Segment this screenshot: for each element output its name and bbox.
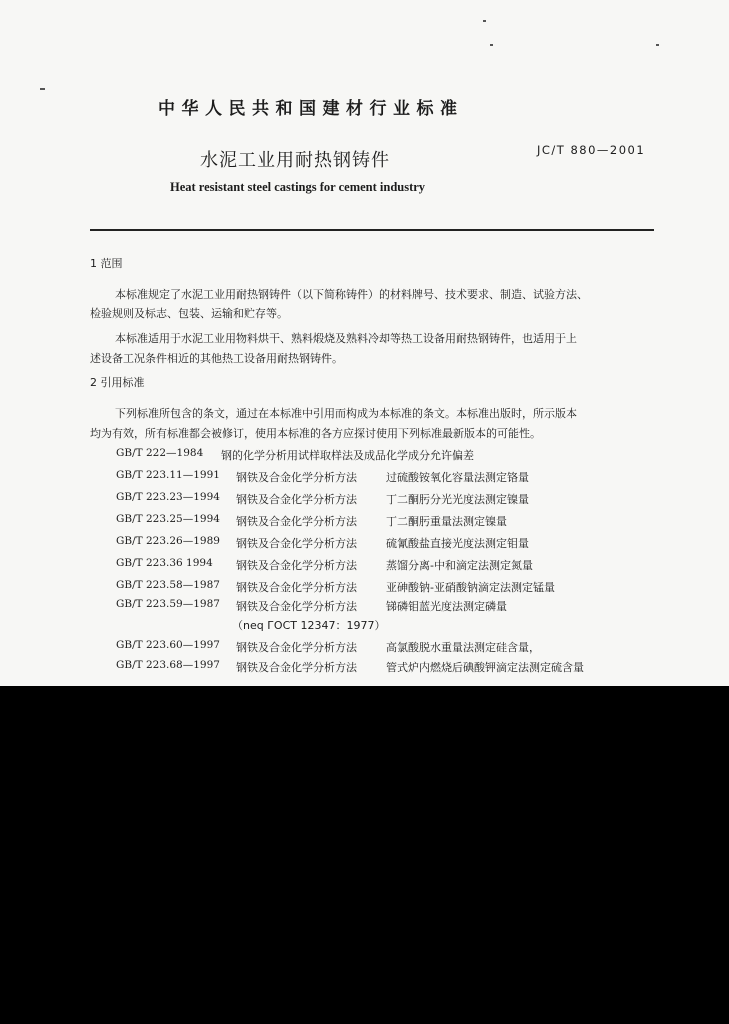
standard-title-cn: 水泥工业用耐热钢铸件 [200,150,390,171]
paragraph-line: 本标准规定了水泥工业用耐热钢铸件（以下简称铸件）的材料牌号、技术要求、制造、试验方法、 [115,288,588,301]
paragraph-line: 述设备工况条件相近的其他热工设备用耐热钢铸件。 [90,352,343,365]
unscanned-black-area [0,686,729,1024]
scan-speck [40,88,45,90]
reference-code: GB/T 223.60—1997 [116,639,220,651]
reference-code: GB/T 223.11—1991 [116,469,220,481]
reference-title: 钢铁及合金化学分析方法 [236,559,357,572]
header-divider [90,229,654,231]
scan-speck [490,44,493,46]
reference-equivalence-note: （neq ГОСТ 12347：1977） [232,619,386,632]
reference-title: 钢铁及合金化学分析方法 [236,515,357,528]
reference-method: 蒸馏分离-中和滴定法测定氮量 [386,559,533,572]
paragraph-line: 检验规则及标志、包装、运输和贮存等。 [90,307,288,320]
reference-title: 钢铁及合金化学分析方法 [236,537,357,550]
reference-title: 钢的化学分析用试样取样法及成品化学成分允许偏差 [221,449,474,462]
reference-title: 钢铁及合金化学分析方法 [236,661,357,674]
reference-code: GB/T 223.36 1994 [116,557,213,569]
reference-code: GB/T 223.23—1994 [116,491,220,503]
reference-method: 丁二酮肟分光光度法测定镍量 [386,493,529,506]
scan-speck [656,44,659,46]
reference-method: 锑磷钼蓝光度法测定磷量 [386,600,507,613]
reference-title: 钢铁及合金化学分析方法 [236,471,357,484]
scan-speck [483,20,486,22]
reference-title: 钢铁及合金化学分析方法 [236,600,357,613]
reference-title: 钢铁及合金化学分析方法 [236,493,357,506]
reference-code: GB/T 223.68—1997 [116,659,220,671]
reference-method: 亚砷酸钠-亚硝酸钠滴定法测定锰量 [386,581,555,594]
standard-title-en: Heat resistant steel castings for cement industry [170,180,426,194]
standard-code: JC/T 880—2001 [537,143,646,157]
issuing-body-header: 中华人民共和国建材行业标准 [158,99,464,119]
reference-method: 管式炉内燃烧后碘酸钾滴定法测定硫含量 [386,661,584,674]
paragraph-line: 均为有效，所有标准都会被修订，使用本标准的各方应探讨使用下列标准最新版本的可能性。 [90,427,541,440]
section-2-heading: 2 引用标准 [90,376,145,389]
section-1-heading: 1 范围 [90,257,123,270]
reference-method: 高氯酸脱水重量法测定硅含量， [386,641,540,654]
reference-method: 硫氰酸盐直接光度法测定钼量 [386,537,529,550]
reference-method: 过硫酸铵氧化容量法测定铬量 [386,471,529,484]
reference-code: GB/T 223.58—1987 [116,579,220,591]
reference-code: GB/T 223.26—1989 [116,535,220,547]
reference-method: 丁二酮肟重量法测定镍量 [386,515,507,528]
reference-title: 钢铁及合金化学分析方法 [236,641,357,654]
paragraph-line: 本标准适用于水泥工业用物料烘干、熟料煅烧及熟料冷却等热工设备用耐热钢铸件，也适用于上 [115,332,577,345]
reference-title: 钢铁及合金化学分析方法 [236,581,357,594]
reference-code: GB/T 222—1984 [116,447,204,459]
paragraph-line: 下列标准所包含的条文，通过在本标准中引用而构成为本标准的条文。本标准出版时，所示版本 [115,407,577,420]
reference-code: GB/T 223.59—1987 [116,598,220,610]
reference-code: GB/T 223.25—1994 [116,513,220,525]
